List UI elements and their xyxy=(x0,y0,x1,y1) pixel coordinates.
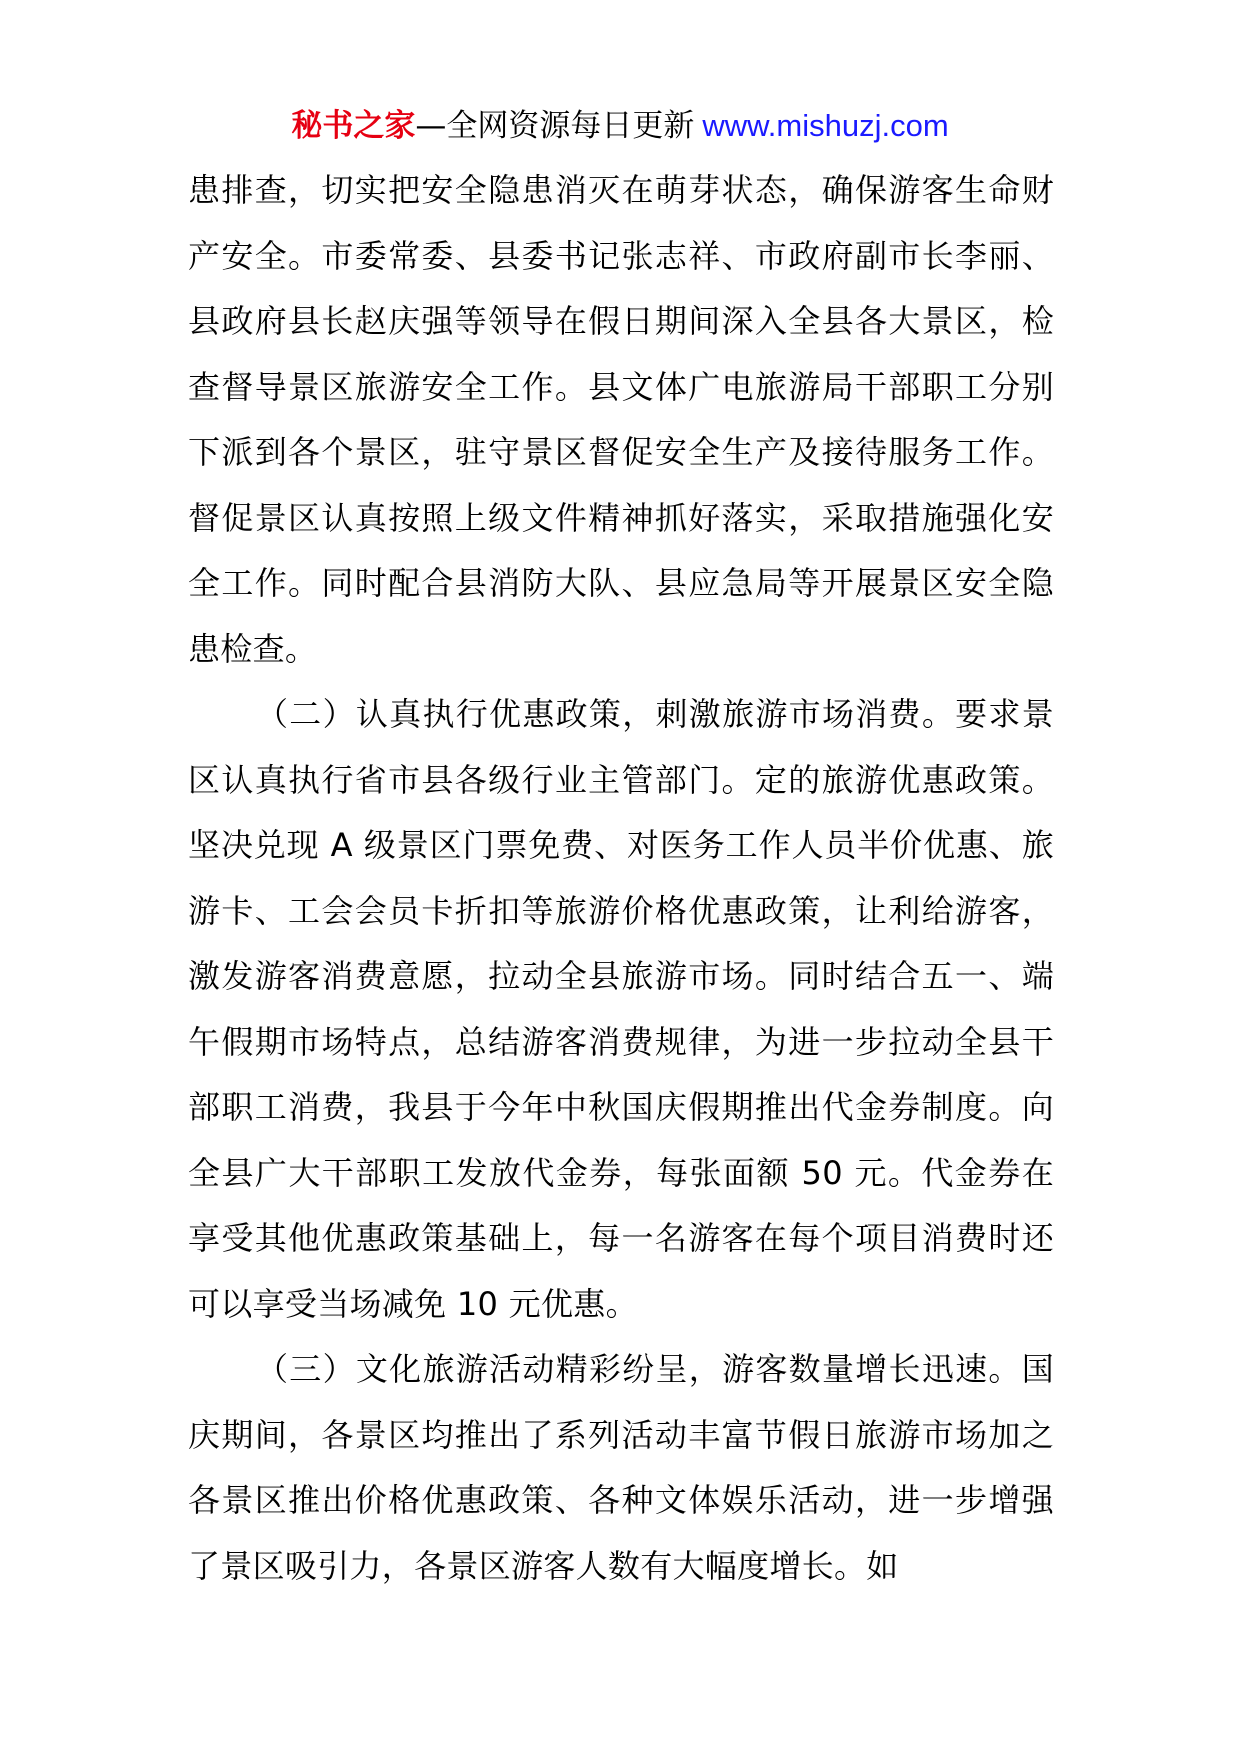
paragraph-section-3: （三）文化旅游活动精彩纷呈，游客数量增长迅速。国庆期间，各景区均推出了系列活动丰富节假日旅游市场加之各景区推出价格优惠政策、各种文体娱乐活动，进一步增强了景区吸引力，各景区游客人数有大幅度增长。如 xyxy=(188,1350,1054,1585)
document-body xyxy=(188,158,1054,1599)
paragraph-continued: 患排查，切实把安全隐患消灭在萌芽状态，确保游客生命财产安全。市委常委、县委书记张志祥、市政府副市长李丽、县政府县长赵庆强等领导在假日期间深入全县各大景区，检查督导景区旅游安全工作。县文体广电旅游局干部职工分别下派到各个景区，驻守景区督促安全生产及接待服务工作。督促景区认真按照上级文件精神抓好落实，采取措施强化安全工作。同时配合县消防大队、县应急局等开展景区安全隐患检查。 xyxy=(188,171,1054,668)
site-header xyxy=(0,104,1240,148)
brand-name: 秘书之家 xyxy=(291,108,416,144)
site-url-link[interactable]: www.mishuzj.com xyxy=(702,108,949,143)
header-tagline: —全网资源每日更新 xyxy=(415,108,695,144)
paragraph-section-2: （二）认真执行优惠政策，刺激旅游市场消费。要求景区认真执行省市县各级行业主管部门。定的旅游优惠政策。坚决兑现 A 级景区门票免费、对医务工作人员半价优惠、旅游卡、工会会员卡折扣等旅游价格优惠政策，让利给游客，激发游客消费意愿，拉动全县旅游市场。同时结合五一、端午假期市场特点，总结游客消费规律，为进一步拉动全县干部职工消费，我县于今年中秋国庆假期推出代金券制度。向全县广大干部职工发放代金券，每张面额 50 元。代金券在享受其他优惠政策基础上，每一名游客在每个项目消费时还可以享受当场减免 10 元优惠。 xyxy=(188,695,1054,1323)
